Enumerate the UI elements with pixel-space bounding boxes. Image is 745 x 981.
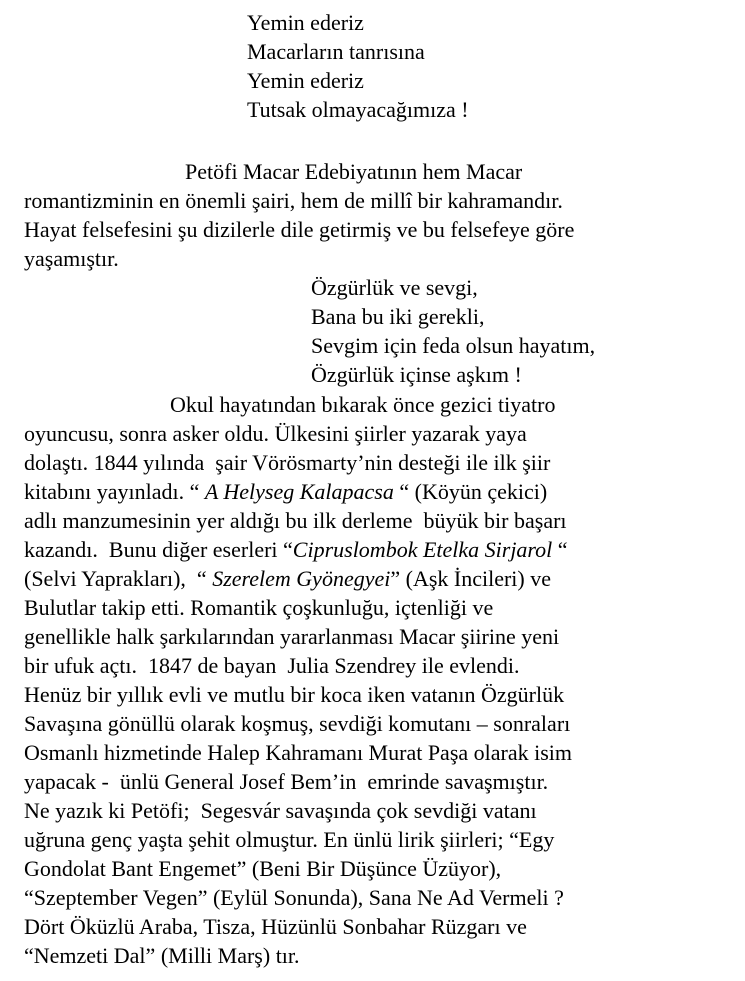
text-run: “ (552, 537, 568, 562)
paragraph-line: bir ufuk açtı. 1847 de bayan Julia Szendrey ile evlendi. (24, 653, 520, 678)
poem-line: Yemin ederiz (247, 68, 364, 93)
book-title: A Helyseg Kalapacsa (204, 479, 394, 504)
paragraph-line: Ne yazık ki Petöfi; Segesvár savaşında çok sevdiği vatanı (24, 798, 537, 823)
paragraph-line: Henüz bir yıllık evli ve mutlu bir koca iken vatanın Özgürlük (24, 682, 565, 707)
poem-line: Yemin ederiz (247, 10, 364, 35)
poem-line: Özgürlük içinse aşkım ! (311, 362, 522, 387)
paragraph-line: Okul hayatından bıkarak önce gezici tiyatro (170, 392, 556, 417)
paragraph-line: yaşamıştır. (24, 246, 119, 271)
paragraph-line: Savaşına gönüllü olarak koşmuş, sevdiği komutanı – sonraları (24, 711, 571, 736)
paragraph-line: Bulutlar takip etti. Romantik çoşkunluğu, içtenliği ve (24, 595, 494, 620)
paragraph-line: Dört Öküzlü Araba, Tisza, Hüzünlü Sonbahar Rüzgarı ve (24, 914, 527, 939)
paragraph-line (24, 564, 551, 593)
text-run: kitabını yayınladı. “ (24, 479, 205, 504)
paragraph-line: Osmanlı hizmetinde Halep Kahramanı Murat Paşa olarak isim (24, 740, 573, 765)
paragraph-line: Petöfi Macar Edebiyatının hem Macar (185, 159, 523, 184)
text-run: “ (Köyün çekici) (393, 479, 548, 504)
poem-line: Bana bu iki gerekli, (311, 304, 485, 329)
poem-line: Sevgim için feda olsun hayatım, (311, 333, 596, 358)
paragraph-line: yapacak - ünlü General Josef Bem’in emrinde savaşmıştır. (24, 769, 549, 794)
paragraph-line: adlı manzumesinin yer aldığı bu ilk derleme büyük bir başarı (24, 508, 567, 533)
paragraph-line: Hayat felsefesini şu dizilerle dile getirmiş ve bu felsefeye göre (24, 217, 575, 242)
text-run: ” (Aşk İncileri) ve (390, 566, 552, 591)
paragraph-line: genellikle halk şarkılarından yararlanması Macar şiirine yeni (24, 624, 560, 649)
paragraph-line: Gondolat Bant Engemet” (Beni Bir Düşünce Üzüyor), (24, 856, 502, 881)
poem-line: Özgürlük ve sevgi, (311, 275, 478, 300)
paragraph-line: oyuncusu, sonra asker oldu. Ülkesini şiirler yazarak yaya (24, 421, 527, 446)
paragraph-line: “Nemzeti Dal” (Milli Marş) tır. (24, 943, 300, 968)
book-title: Szerelem Gyönegyei (212, 566, 391, 591)
text-run: (Selvi Yaprakları), “ (24, 566, 213, 591)
text-run: kazandı. Bunu diğer eserleri “ (24, 537, 293, 562)
paragraph-line (24, 535, 568, 564)
paragraph-line: dolaştı. 1844 yılında şair Vörösmarty’nin desteği ile ilk şiir (24, 450, 551, 475)
poem-line: Tutsak olmayacağımıza ! (247, 97, 469, 122)
paragraph-line: “Szeptember Vegen” (Eylül Sonunda), Sana Ne Ad Vermeli ? (24, 885, 564, 910)
paragraph-line: uğruna genç yaşta şehit olmuştur. En ünlü lirik şiirleri; “Egy (24, 827, 555, 852)
book-title: Cipruslombok Etelka Sirjarol (292, 537, 553, 562)
paragraph-line (24, 477, 547, 506)
paragraph-line: romantizminin en önemli şairi, hem de millî bir kahramandır. (24, 188, 563, 213)
poem-line: Macarların tanrısına (247, 39, 425, 64)
